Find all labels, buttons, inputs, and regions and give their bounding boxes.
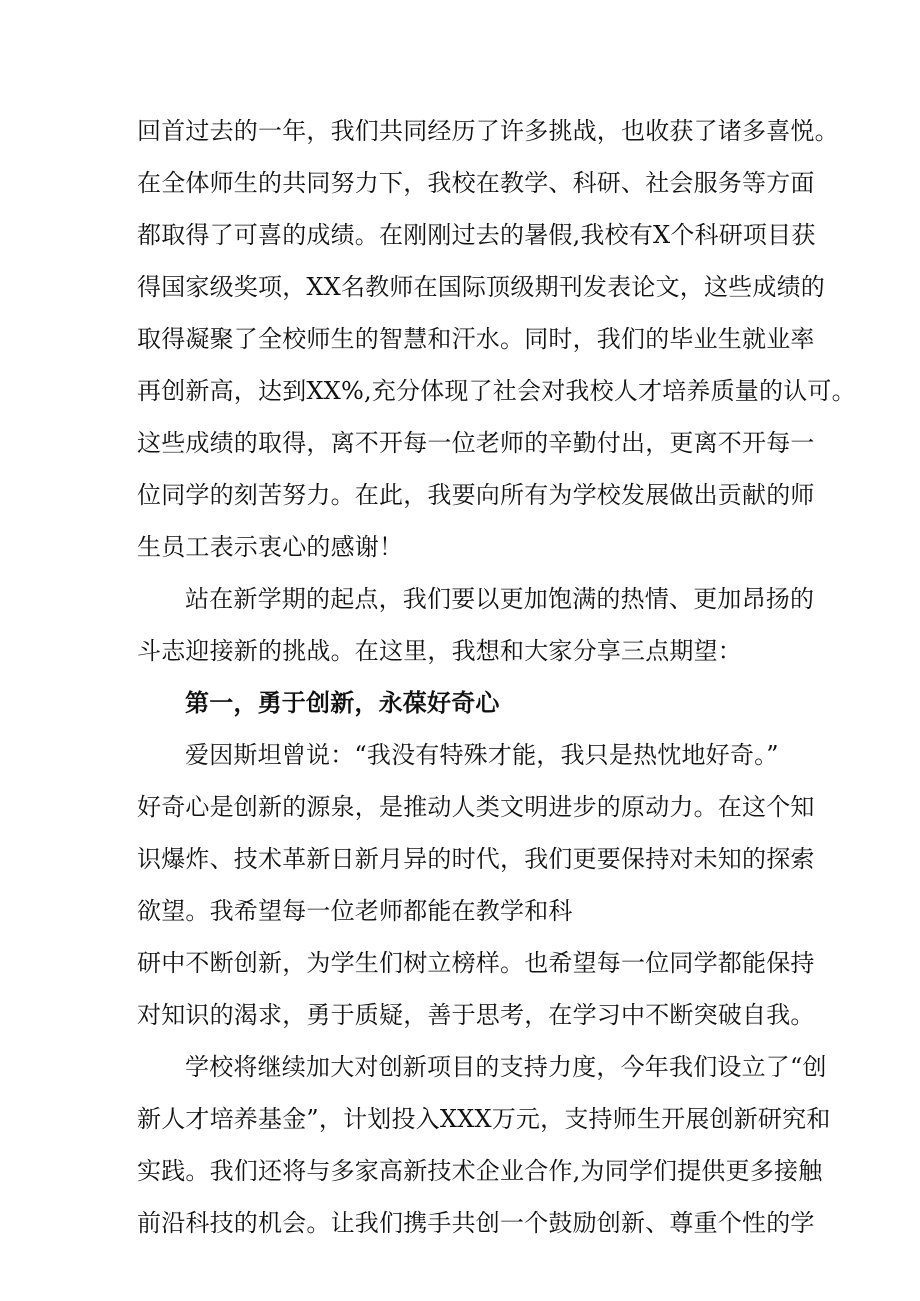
- paragraph-line: 爱因斯坦曾说：“我没有特殊才能，我只是热忱地好奇。”: [185, 741, 779, 769]
- section-heading: 第一，勇于创新，永葆好奇心: [185, 688, 500, 717]
- paragraph-line: 好奇心是创新的源泉，是推动人类文明进步的原动力。在这个知: [137, 793, 815, 821]
- paragraph-line: 回首过去的一年，我们共同经历了许多挑战，也收获了诸多喜悦。: [137, 117, 839, 145]
- paragraph-line: 位同学的刻苦努力。在此，我要向所有为学校发展做出贡献的师: [137, 481, 815, 509]
- paragraph-line: 这些成绩的取得，离不开每一位老师的辛勤付出，更离不开每一: [137, 429, 815, 457]
- paragraph-line: 新人才培养基金”，计划投入XXX万元，支持师生开展创新研究和: [137, 1105, 831, 1133]
- paragraph-line: 都取得了可喜的成绩。在刚刚过去的暑假,我校有X个科研项目获: [137, 221, 816, 249]
- paragraph-line: 研中不断创新，为学生们树立榜样。也希望每一位同学都能保持: [137, 949, 815, 977]
- paragraph-line: 生员工表示衷心的感谢！: [137, 533, 404, 561]
- paragraph-line: 实践。我们还将与多家高新技术企业合作,为同学们提供更多接触: [137, 1157, 823, 1185]
- paragraph-line: 欲望。我希望每一位老师都能在教学和科: [137, 897, 573, 925]
- paragraph-line: 站在新学期的起点，我们要以更加饱满的热情、更加昂扬的: [185, 585, 815, 613]
- paragraph-line: 对知识的渴求，勇于质疑，善于思考，在学习中不断突破自我。: [137, 1001, 815, 1029]
- paragraph-line: 在全体师生的共同努力下，我校在教学、科研、社会服务等方面: [137, 169, 815, 197]
- paragraph-line: 学校将继续加大对创新项目的支持力度，今年我们设立了“创: [185, 1053, 827, 1081]
- paragraph-line: 前沿科技的机会。让我们携手共创一个鼓励创新、尊重个性的学: [137, 1209, 815, 1237]
- paragraph-line: 再创新高，达到XX%,充分体现了社会对我校人才培养质量的认可。: [137, 377, 856, 405]
- paragraph-line: 得国家级奖项，XX名教师在国际顶级期刊发表论文，这些成绩的: [137, 273, 825, 301]
- paragraph-line: 取得凝聚了全校师生的智慧和汗水。同时，我们的毕业生就业率: [137, 325, 815, 353]
- paragraph-line: 斗志迎接新的挑战。在这里，我想和大家分享三点期望：: [137, 637, 742, 665]
- paragraph-line: 识爆炸、技术革新日新月异的时代，我们更要保持对未知的探索: [137, 845, 815, 873]
